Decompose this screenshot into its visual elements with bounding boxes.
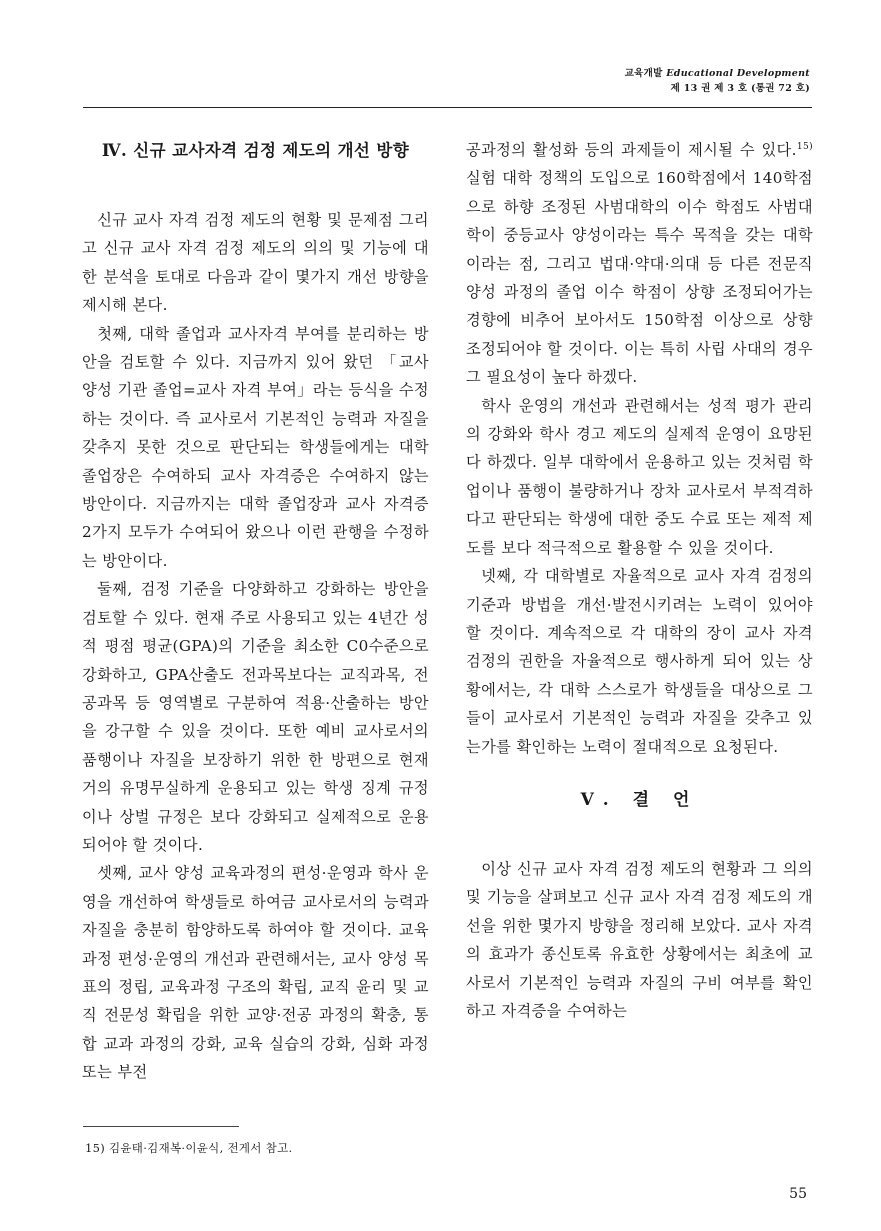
paragraph: 첫째, 대학 졸업과 교사자격 부여를 분리하는 방안을 검토할 수 있다. 지금까지 있어 왔던 「교사 양성 기관 졸업=교사 자격 부여」라는 등식을 수정하는 것이다. 즉 교사로서 기본적인 능력과 자질을 갖추지 못한 것으로 판단되는 학생들에게는 대학 졸업장은 수여하되 교사 자격증은 수여하지 않는 방안이다. 지금까지는 대학 졸업장과 교사 자격증 2가지 모두가 수여되어 왔으나 이런 관행을 수정하는 방안이다.: [82, 324, 429, 570]
paragraph-continued: [466, 136, 813, 392]
journal-title-kr: 교육개발: [624, 68, 663, 79]
paragraph-text: 공과정의 활성화 등의 과제들이 제시될 수 있다.: [466, 141, 797, 159]
paragraph: 넷째, 각 대학별로 자율적으로 교사 자격 검정의 기준과 방법을 개선·발전시키려는 노력이 있어야 할 것이다. 계속적으로 각 대학의 장이 교사 자격 검정의 권한을 자율적으로 행사하게 되어 있는 상황에서는, 각 대학 스스로가 학생들을 대상으로 그들이 교사로서 기본적인 능력과 자질을 갖추고 있는가를 확인하는 노력이 절대적으로 요청된다.: [466, 567, 813, 756]
footnote-marker: 15): [796, 141, 813, 152]
running-header: [625, 66, 810, 96]
paragraph: 셋째, 교사 양성 교육과정의 편성·운영과 학사 운영을 개선하여 학생들로 하여금 교사로서의 능력과 자질을 충분히 함양하도록 하여야 할 것이다. 교육과정 편성·운영의 개선과 관련해서는, 교사 양성 목표의 정립, 교육과정 구조의 확립, 교직 윤리 및 교직 전문성 확립을 위한 교양·전공 과정의 확충, 통합 교과 과정의 강화, 교육 실습의 강화, 심화 과정 또는 부전: [82, 864, 429, 1082]
paragraph: 이상 신규 교사 자격 검정 제도의 현황과 그 의의 및 기능을 살펴보고 신규 교사 자격 검정 제도의 개선을 위한 몇가지 방향을 정리해 보았다. 교사 자격의 효과가 종신토록 유효한 상황에서는 최초에 교사로서 기본적인 능력과 자질의 구비 여부를 확인하고 자격증을 수여하는: [466, 859, 813, 1020]
footnote-rule: [83, 1126, 239, 1127]
left-column: [82, 136, 429, 1087]
paragraph: 학사 운영의 개선과 관련해서는 성적 평가 관리의 강화와 학사 경고 제도의 실제적 운영이 요망된다 하겠다. 일부 대학에서 운용하고 있는 것처럼 학업이나 품행이 불량하거나 장차 교사로서 부적격하다고 판단되는 학생에 대한 중도 수료 또는 제적 제도를 보다 적극적으로 활용할 수 있을 것이다.: [466, 396, 813, 557]
journal-title: [625, 66, 810, 81]
paragraph-text: 실험 대학 정책의 도입으로 160학점에서 140학점으로 하향 조정된 사범대학의 이수 학점도 사범대학이 중등교사 양성이라는 특수 목적을 갖는 대학이라는 점, 그리고 법대·약대·의대 등 다른 전문직 양성 과정의 졸업 이수 학점이 상향 조정되어가는 경향에 비추어 보아서도 150학점 이상으로 상향 조정되어야 할 것이다. 이는 특히 사립 사대의 경우 그 필요성이 높다 하겠다.: [466, 169, 813, 387]
section-title-v: Ⅴ. 결 언: [580, 789, 699, 810]
right-column: [466, 136, 813, 1025]
journal-title-en: Educational Development: [666, 68, 810, 79]
footnote: 15) 김윤태·김재복·이윤식, 전게서 참고.: [85, 1141, 293, 1155]
paragraph: 신규 교사 자격 검정 제도의 현황 및 문제점 그리고 신규 교사 자격 검정 제도의 의의 및 기능에 대한 분석을 토대로 다음과 같이 몇가지 개선 방향을 제시해 본다.: [82, 211, 429, 315]
page-number: 55: [789, 1186, 807, 1202]
section-title-iv: Ⅳ. 신규 교사자격 검정 제도의 개선 방향: [101, 141, 410, 160]
paragraph: 둘째, 검정 기준을 다양화하고 강화하는 방안을 검토할 수 있다. 현재 주로 사용되고 있는 4년간 성적 평점 평균(GPA)의 기준을 최소한 C0수준으로 강화하고, GPA산출도 전과목보다는 교직과목, 전공과목 등 영역별로 구분하여 적용·산출하는 방안을 강구할 수 있을 것이다. 또한 예비 교사로서의 품행이나 자질을 보장하기 위한 한 방편으로 현재 거의 유명무실하게 운용되고 있는 학생 징계 규정이나 상벌 규정은 보다 강화되고 실제적으로 운용되어야 할 것이다.: [82, 580, 429, 854]
issue-info: 제 13 권 제 3 호 (통권 72 호): [670, 83, 810, 94]
header-rule: [83, 107, 812, 108]
